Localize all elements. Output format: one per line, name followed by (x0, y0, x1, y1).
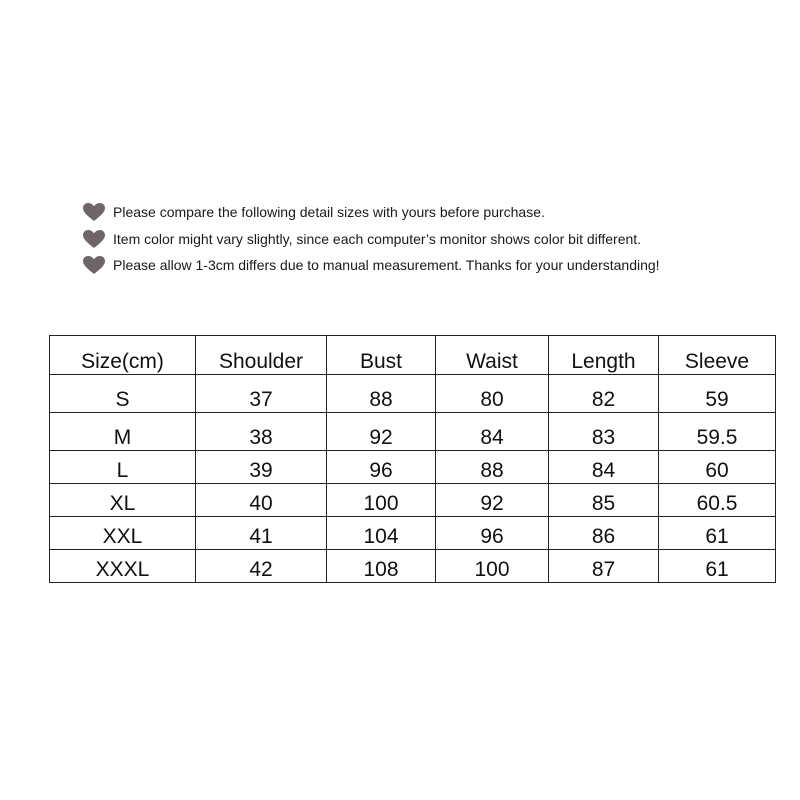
table-cell: 37 (196, 375, 327, 413)
table-cell: 88 (436, 451, 549, 484)
note-item (82, 252, 742, 279)
table-cell: XXXL (50, 550, 196, 583)
table-cell: 88 (327, 375, 436, 413)
table-cell: 60 (659, 451, 776, 484)
table-row (50, 413, 776, 451)
heart-icon (82, 202, 106, 222)
table-row (50, 484, 776, 517)
table-cell: 100 (436, 550, 549, 583)
table-cell: 85 (549, 484, 659, 517)
table-row (50, 550, 776, 583)
table-cell: 61 (659, 517, 776, 550)
table-cell: S (50, 375, 196, 413)
table-cell: 38 (196, 413, 327, 451)
table-cell: 39 (196, 451, 327, 484)
note-text: Item color might vary slightly, since each computer’s monitor shows color bit different. (113, 230, 642, 247)
note-item (82, 199, 742, 226)
size-chart-table (49, 335, 776, 583)
table-cell: 80 (436, 375, 549, 413)
table-cell: XL (50, 484, 196, 517)
table-cell: 42 (196, 550, 327, 583)
table-cell: 59 (659, 375, 776, 413)
table-cell: 84 (549, 451, 659, 484)
header-shoulder: Shoulder (196, 336, 327, 375)
table-cell: 96 (436, 517, 549, 550)
table-cell: 41 (196, 517, 327, 550)
header-waist: Waist (436, 336, 549, 375)
table-cell: M (50, 413, 196, 451)
header-size: Size(cm) (50, 336, 196, 375)
size-notes (82, 199, 742, 279)
table-cell: 84 (436, 413, 549, 451)
note-text: Please compare the following detail sizes with yours before purchase. (113, 204, 545, 221)
table-cell: L (50, 451, 196, 484)
table-header-row (50, 336, 776, 375)
table-cell: 86 (549, 517, 659, 550)
header-sleeve: Sleeve (659, 336, 776, 375)
heart-icon (82, 229, 106, 249)
note-text: Please allow 1-3cm differs due to manual measurement. Thanks for your understanding! (113, 257, 660, 274)
table-cell: 104 (327, 517, 436, 550)
table-cell: 60.5 (659, 484, 776, 517)
table-cell: 92 (436, 484, 549, 517)
table-cell: 83 (549, 413, 659, 451)
table-cell: 61 (659, 550, 776, 583)
header-bust: Bust (327, 336, 436, 375)
table-cell: 59.5 (659, 413, 776, 451)
table-cell: 87 (549, 550, 659, 583)
table-cell: XXL (50, 517, 196, 550)
table-cell: 92 (327, 413, 436, 451)
heart-icon (82, 255, 106, 275)
table-cell: 100 (327, 484, 436, 517)
table-cell: 40 (196, 484, 327, 517)
table-cell: 96 (327, 451, 436, 484)
table-row (50, 451, 776, 484)
table-row (50, 375, 776, 413)
table-cell: 108 (327, 550, 436, 583)
table-cell: 82 (549, 375, 659, 413)
table-row (50, 517, 776, 550)
note-item (82, 226, 742, 253)
header-length: Length (549, 336, 659, 375)
